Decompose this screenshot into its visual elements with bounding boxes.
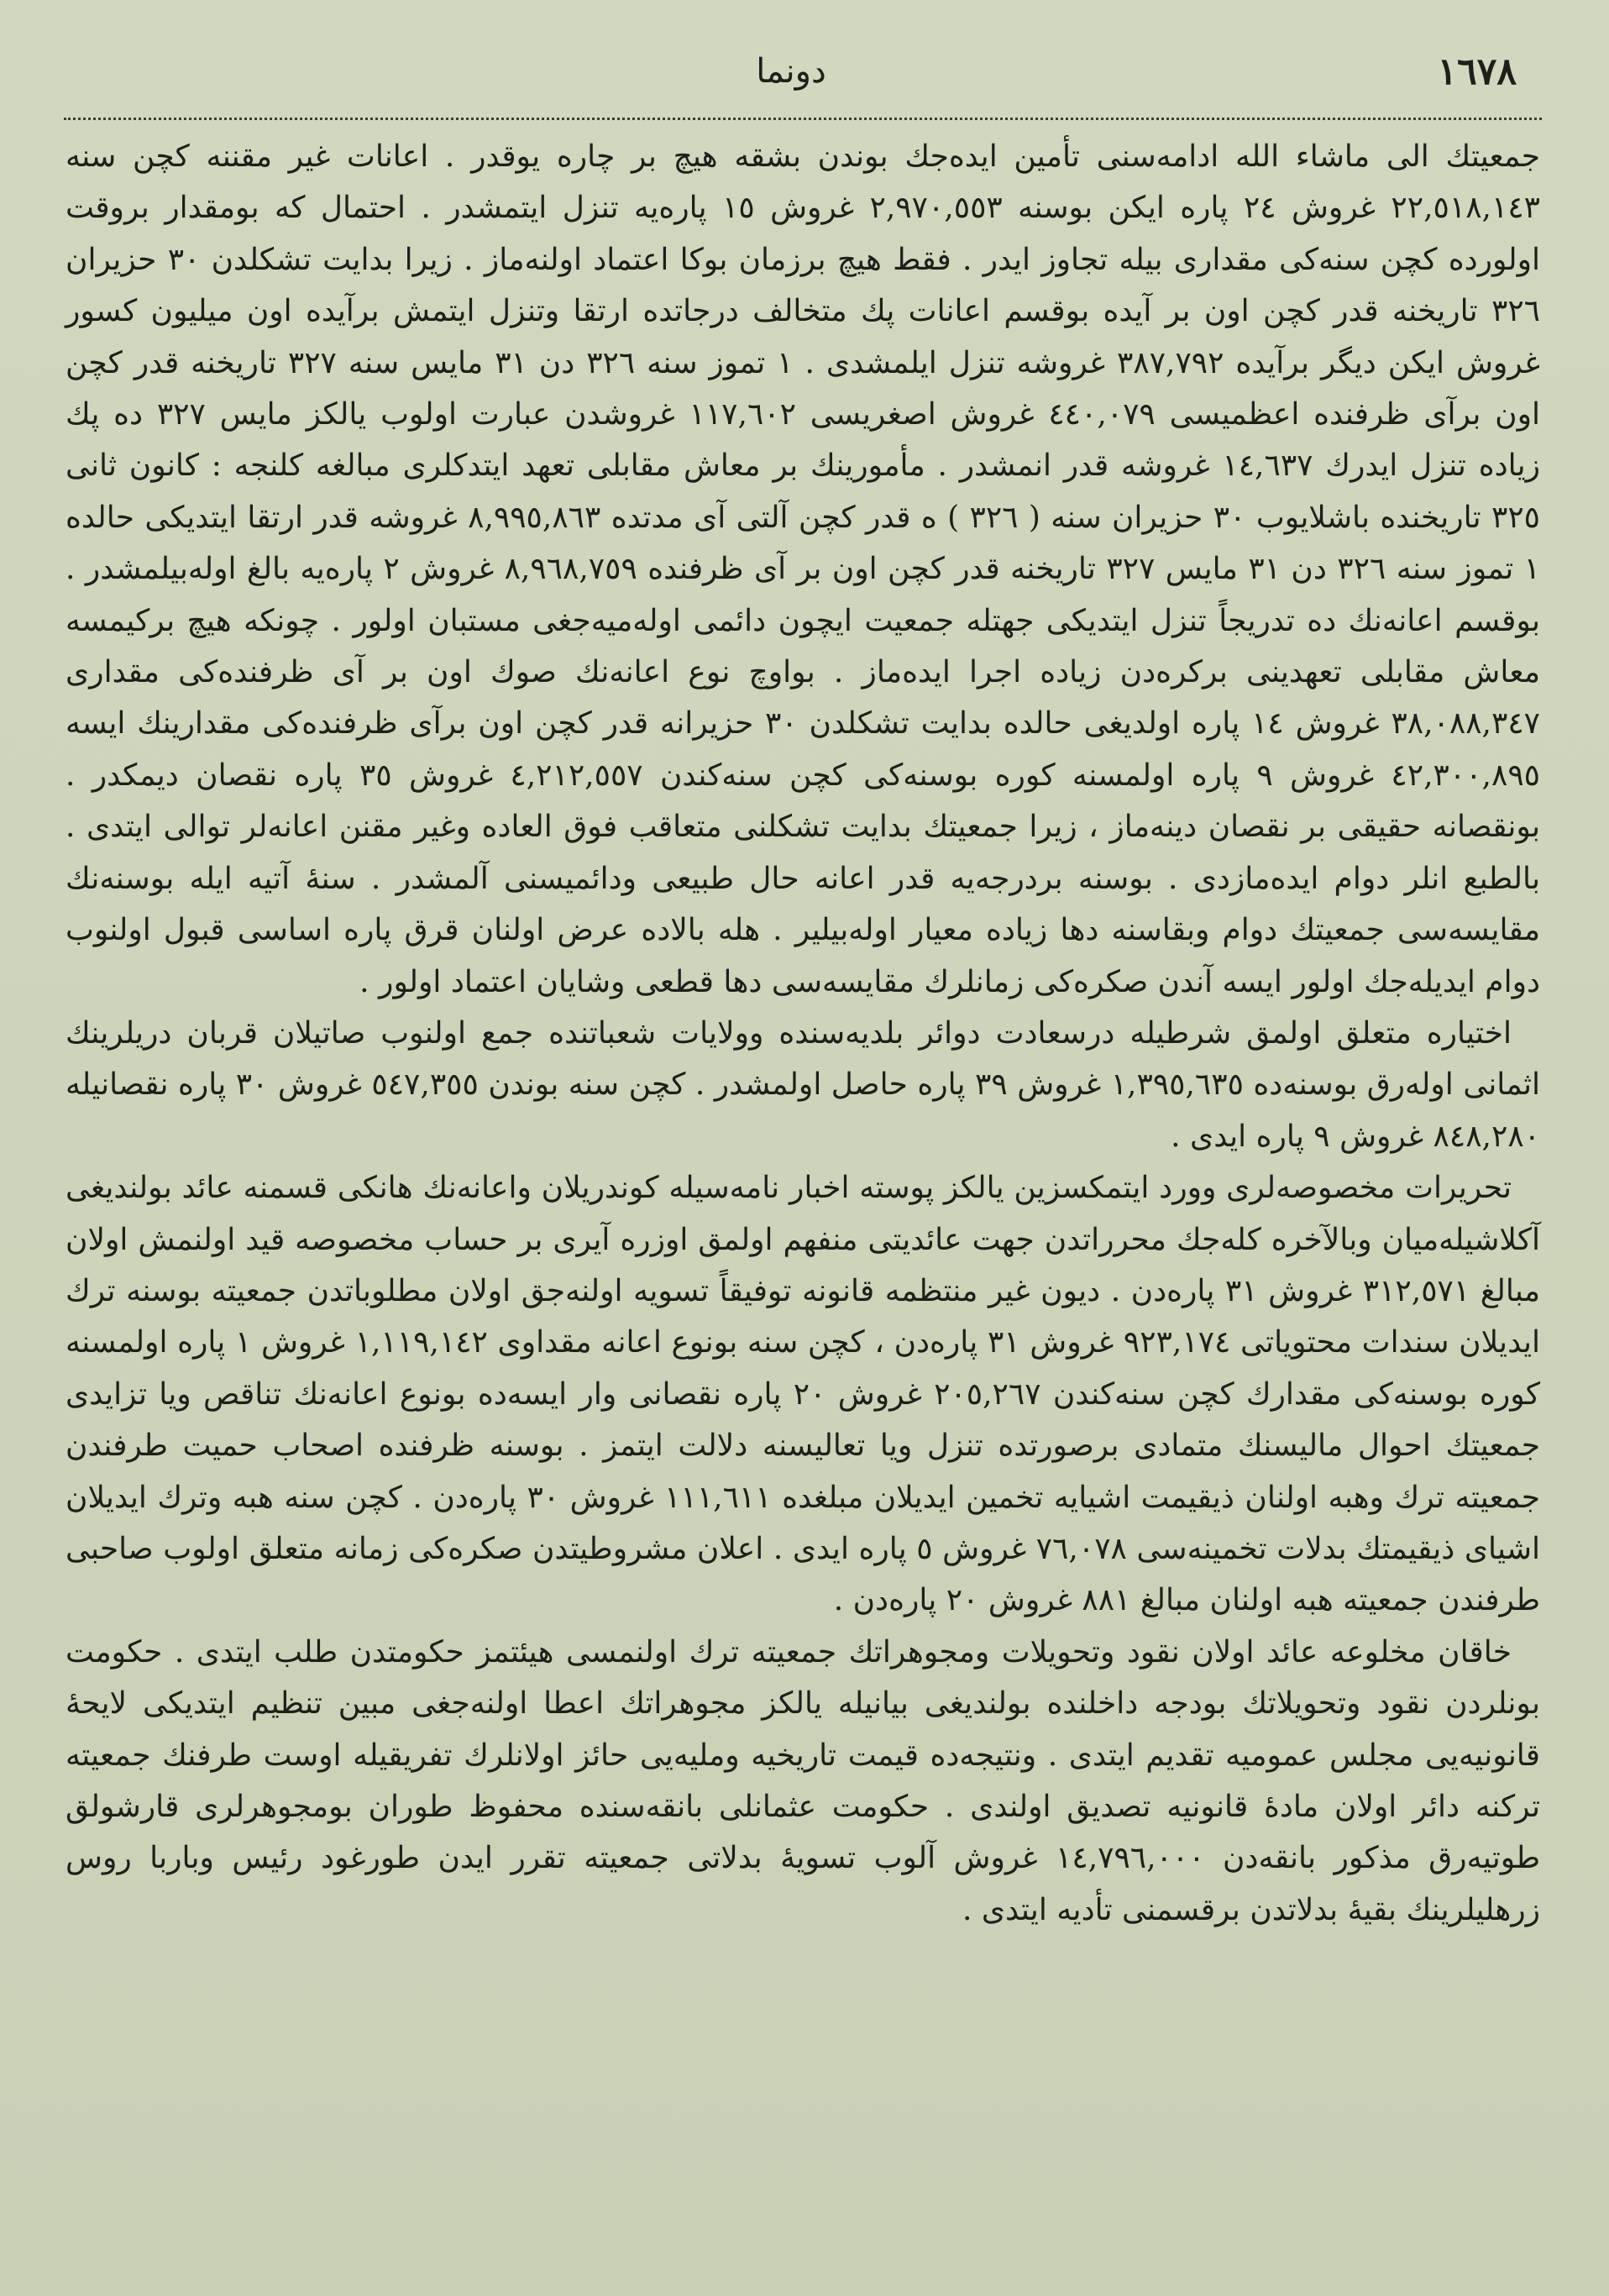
running-title: دونما xyxy=(756,52,826,91)
paragraph-finance-comparison: جمعيتك الى ماشاء الله ادامه‌سنى تأمين ايده‌جك بوندن بشقه هيچ بر چاره يوقدر . اعانات غير مقننه كچن سنه ٢٢,٥١٨,١٤٣ غروش ٢٤ پاره ايكن بوسنه ٢,٩٧٠,٥٥٣ غروش ١٥ پاره‌يه تنزل ايتمشدر . احتمال كه بومقدار بروقت اولورده كچن سنه‌كى مقدارى بيله تجاوز ايدر . فقط هيچ برزمان بوكا اعتماد اولنه‌ماز . زيرا بدايت تشكلدن ٣٠ حزيران ٣٢٦ تاريخنه قدر كچن اون بر آيده بوقسم اعانات پك متخالف درجاتده ارتقا وتنزل ايتمش برآيده اون ميليون كسور غروش ايكن ديگر برآيده ٣٨٧,٧٩٢ غروشه تنزل ايلمشدى . ١ تموز سنه ٣٢٦ دن ٣١ مايس سنه ٣٢٧ تاريخنه قدر كچن اون برآى ظرفنده اعظميسى ٤٤٠,٠٧٩ غروش اصغريسى ١١٧,٦٠٢ غروشدن عبارت اولوب يالكز مايس ٣٢٧ ده پك زياده تنزل ايدرك ١٤,٦٣٧ غروشه قدر انمشدر . مأمورينك بر معاش مقابلى تعهد ايتدكلرى مبالغه كلنجه : كانون ثانى ٣٢٥ تاريخنده باشلايوب ٣٠ حزيران سنه ( ٣٢٦ ) ه قدر كچن آلتى آى مدتده ٨,٩٩٥,٨٦٣ غروشه قدر ارتقا ايتديكى حالده ١ تموز سنه ٣٢٦ دن ٣١ مايس ٣٢٧ تاريخنه قدر كچن اون بر آى ظرفنده ٨,٩٦٨,٧٥٩ غروش ٢ پاره‌يه بالغ اوله‌بيلمشدر . بوقسم اعانه‌نك ده تدريجاً تنزل ايتديكى جهتله جمعيت ايچون دائمى اوله‌ميه‌جغى مستبان اولور . چونكه هيچ بركيمسه معاش مقابلى تعهدينى بركره‌دن زياده اجرا ايده‌ماز . بواوچ نوع اعانه‌نك صوك اون بر آى ظرفنده‌كى مقدارى ٣٨,٠٨٨,٣٤٧ غروش ١٤ پاره اولديغى حالده بدايت تشكلدن ٣٠ حزيرانه قدر كچن اون برآى ظرفنده‌كى مقدارينك ايسه ٤٢,٣٠٠,٨٩٥ غروش ٩ پاره اولمسنه كوره بوسنه‌كى كچن سنه‌كندن ٤,٢١٢,٥٥٧ غروش ٣٥ پاره نقصان ديمكدر . بونقصانه حقيقى بر نقصان دينه‌ماز ، زيرا جمعيتك بدايت تشكلنى متعاقب فوق العاده وغير مقنن اعانه‌لر توالى ايتدى . بالطبع انلر دوام ايده‌مازدى . بوسنه بردرجه‌يه قدر اعانه حال طبيعى ودائميسنى آلمشدر . سنهٔ آتيه ايله بوسنه‌نك مقايسه‌سى جمعيتك دوام وبقاسنه دها زياده معيار اوله‌بيلير . هله بالاده عرض اولنان قرق پاره اساسى قبول اولنوب دوام ايديله‌جك اولور ايسه آندن صكره‌كى زمانلرك مقايسه‌سى دها قطعى وشايان اعتماد اولور . xyxy=(66,139,1541,999)
body-text xyxy=(66,131,1540,1936)
page-number: ١٦٧٨ xyxy=(1437,50,1517,93)
page-header xyxy=(66,50,1517,109)
paragraph-unallocated-donations: تحريرات مخصوصه‌لرى وورد ايتمكسزين يالكز پوسته اخبار نامه‌سيله كوندريلان واعانه‌نك هانكى قسمنه عائد بولنديغى آكلاشيله‌ميان وبالآخره كله‌جك محرراتدن جهت عائديتى منفهم اولمق اوزره آيرى بر حساب مخصوصه قيد اولنمش اولان مبالغ ٣١٢,٥٧١ غروش ٣١ پاره‌دن . ديون غير منتظمه قانونه توفيقاً تسويه اولنه‌جق اولان مطلوباتدن جمعيته بوسنه ترك ايديلان سندات محتوياتى ٩٢٣,١٧٤ غروش ٣١ پاره‌دن ، كچن سنه بونوع اعانه مقداوى ١,١١٩,١٤٢ غروش ١ پاره اولمسنه كوره بوسنه‌كى مقدارك كچن سنه‌كندن ٢٠٥,٢٦٧ غروش ٢٠ پاره نقصانى وار ايسه‌ده بونوع اعانه‌نك تناقص ويا تزايدى جمعيتك احوال ماليسنك متمادى برصورتده تنزل ويا تعاليسنه دلالت ايتمز . بوسنه ظرفنده اصحاب حميت طرفندن جمعيته ترك وهبه اولنان ذيقيمت اشيايه تخمين ايديلان مبلغده ١١١,٦١١ غروش ٣٠ پاره‌دن . كچن سنه هبه وترك ايديلان اشياى ذيقيمتك بدلات تخمينه‌سى ٧٦,٠٧٨ غروش ٥ پاره ايدى . اعلان مشروطيتدن صكره‌كى زمانه متعلق اولوب صاحبى طرفندن جمعيته هبه اولنان مبالغ ٨٨١ غروش ٢٠ پاره‌دن . xyxy=(66,1171,1541,1618)
paragraph-sacrifice-hides: اختياره متعلق اولمق شرطيله درسعادت دوائر بلديه‌سنده وولايات شعباتنده جمع اولنوب صاتيلان قربان دريلرينك اثمانى اوله‌رق بوسنه‌ده ١,٣٩٥,٦٣٥ غروش ٣٩ پاره حاصل اولمشدر . كچن سنه بوندن ٥٤٧,٣٥٥ غروش ٣٠ پاره نقصانيله ٨٤٨,٢٨٠ غروش ٩ پاره ايدى . xyxy=(66,1015,1541,1154)
paragraph-sultan-jewels: خاقان مخلوعه عائد اولان نقود وتحويلات ومجوهراتك جمعيته ترك اولنمسى هيئتمز حكومتدن طلب ايتدى . حكومت بونلردن نقود وتحويلاتك بودجه داخلنده بولنديغى بيانيله يالكز مجوهراتك اعطا اولنه‌جغى مبين تنظيم ايتديكى لايحهٔ قانونيه‌يى مجلس عموميه تقديم ايتدى . ونتيجه‌ده قيمت تاريخيه ومليه‌يى حائز اولانلرك تفريقيله اوست طرفنك جمعيته تركنه دائر اولان مادهٔ قانونيه تصديق اولندى . حكومت عثمانلى بانقه‌سنده محفوظ طوران بومجوهرلرى قارشولق طوتيه‌رق مذكور بانقه‌دن ١٤,٧٩٦,٠٠٠ غروش آلوب تسويهٔ بدلاتى جمعيته تقرر ايدن طورغود رئيس وباربا روس زرهليلرينك بقيهٔ بدلاتدن برقسمنى تأديه ايتدى . xyxy=(66,1634,1541,1927)
header-dotted-rule xyxy=(64,118,1542,120)
